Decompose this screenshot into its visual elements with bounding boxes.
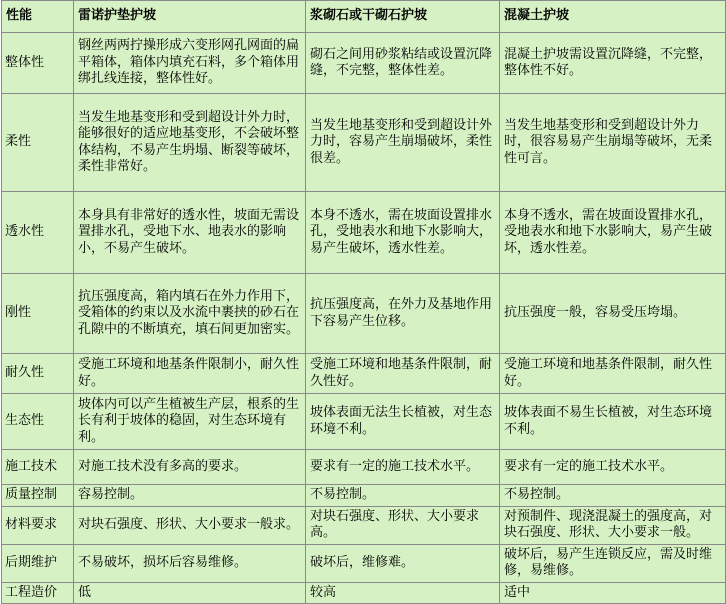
concrete-cell: 不易控制。 <box>500 485 726 507</box>
concrete-cell: 抗压强度一般，容易受压垮塌。 <box>500 274 726 354</box>
table-row <box>2 485 726 507</box>
row-property: 后期维护 <box>2 544 74 582</box>
table-row <box>2 274 726 354</box>
table-row <box>2 450 726 485</box>
reno-cell: 对块石强度、形状、大小要求一般求。 <box>74 506 306 544</box>
concrete-cell: 坡体表面不易生长植被，对生态环境不利。 <box>500 394 726 450</box>
row-property: 施工技术 <box>2 450 74 485</box>
masonry-cell: 坡体表面无法生长植被，对生态环境不利。 <box>306 394 500 450</box>
row-property: 柔性 <box>2 94 74 192</box>
concrete-cell: 混凝土护坡需设置沉降缝，不完整，整体性不好。 <box>500 33 726 94</box>
masonry-cell: 受施工环境和地基条件限制，耐久性好。 <box>306 354 500 394</box>
concrete-cell: 要求有一定的施工技术水平。 <box>500 450 726 485</box>
reno-cell: 坡体内可以产生植被生产层，根系的生长有利于坡体的稳固，对生态环境有利。 <box>74 394 306 450</box>
reno-cell: 本身具有非常好的透水性，坡面无需设置排水孔，受地下水、地表水的影响小，不易产生破坏。 <box>74 192 306 274</box>
table-row <box>2 394 726 450</box>
masonry-cell: 抗压强度高，在外力及基地作用下容易产生位移。 <box>306 274 500 354</box>
masonry-cell: 砌石之间用砂浆粘结或设置沉降缝，不完整，整体性差。 <box>306 33 500 94</box>
masonry-cell: 当发生地基变形和受到超设计外力时，容易产生崩塌破坏，柔性很差。 <box>306 94 500 192</box>
header-reno: 雷诺护垫护坡 <box>74 1 306 33</box>
table-row <box>2 354 726 394</box>
reno-cell: 不易破坏，损坏后容易维修。 <box>74 544 306 582</box>
masonry-cell: 本身不透水，需在坡面设置排水孔，受地表水和地下水影响大，易产生破坏，透水性差。 <box>306 192 500 274</box>
table-row <box>2 582 726 604</box>
concrete-cell: 适中 <box>500 582 726 604</box>
table-row <box>2 544 726 582</box>
masonry-cell: 不易控制。 <box>306 485 500 507</box>
header-concrete: 混凝土护坡 <box>500 1 726 33</box>
masonry-cell: 要求有一定的施工技术水平。 <box>306 450 500 485</box>
row-property: 整体性 <box>2 33 74 94</box>
header-masonry: 浆砌石或干砌石护坡 <box>306 1 500 33</box>
row-property: 工程造价 <box>2 582 74 604</box>
reno-cell: 当发生地基变形和受到超设计外力时，能够很好的适应地基变形，不会破坏整体结构，不易产生坍塌、断裂等破坏，柔性非常好。 <box>74 94 306 192</box>
reno-cell: 抗压强度高，箱内填石在外力作用下，受箱体的约束以及水流中裹挟的砂石在孔隙中的不断填充，填石间更加密实。 <box>74 274 306 354</box>
reno-cell: 容易控制。 <box>74 485 306 507</box>
row-property: 生态性 <box>2 394 74 450</box>
header-property: 性能 <box>2 1 74 33</box>
row-property: 透水性 <box>2 192 74 274</box>
concrete-cell: 对预制件、现浇混凝土的强度高，对块石强度、形状、大小要求一般。 <box>500 506 726 544</box>
concrete-cell: 破坏后，易产生连锁反应，需及时维修，易维修。 <box>500 544 726 582</box>
table-row <box>2 94 726 192</box>
reno-cell: 受施工环境和地基条件限制小，耐久性好。 <box>74 354 306 394</box>
comparison-table <box>1 0 726 604</box>
row-property: 材料要求 <box>2 506 74 544</box>
masonry-cell: 较高 <box>306 582 500 604</box>
reno-cell: 对施工技术没有多高的要求。 <box>74 450 306 485</box>
table-header-row <box>2 1 726 33</box>
reno-cell: 低 <box>74 582 306 604</box>
row-property: 耐久性 <box>2 354 74 394</box>
table-row <box>2 506 726 544</box>
masonry-cell: 破坏后，维修难。 <box>306 544 500 582</box>
row-property: 刚性 <box>2 274 74 354</box>
masonry-cell: 对块石强度、形状、大小要求高。 <box>306 506 500 544</box>
concrete-cell: 本身不透水，需在坡面设置排水孔，受地表水和地下水影响大，易产生破坏，透水性差。 <box>500 192 726 274</box>
table-row <box>2 192 726 274</box>
reno-cell: 钢丝两两拧操形成六变形网孔网面的扁平箱体，箱体内填充石料，多个箱体用绑扎线连接，整体性好。 <box>74 33 306 94</box>
table-row <box>2 33 726 94</box>
concrete-cell: 当发生地基变形和受到超设计外力时，很容易易产生崩塌等破坏，无柔性可言。 <box>500 94 726 192</box>
concrete-cell: 受施工环境和地基条件限制，耐久性好。 <box>500 354 726 394</box>
row-property: 质量控制 <box>2 485 74 507</box>
